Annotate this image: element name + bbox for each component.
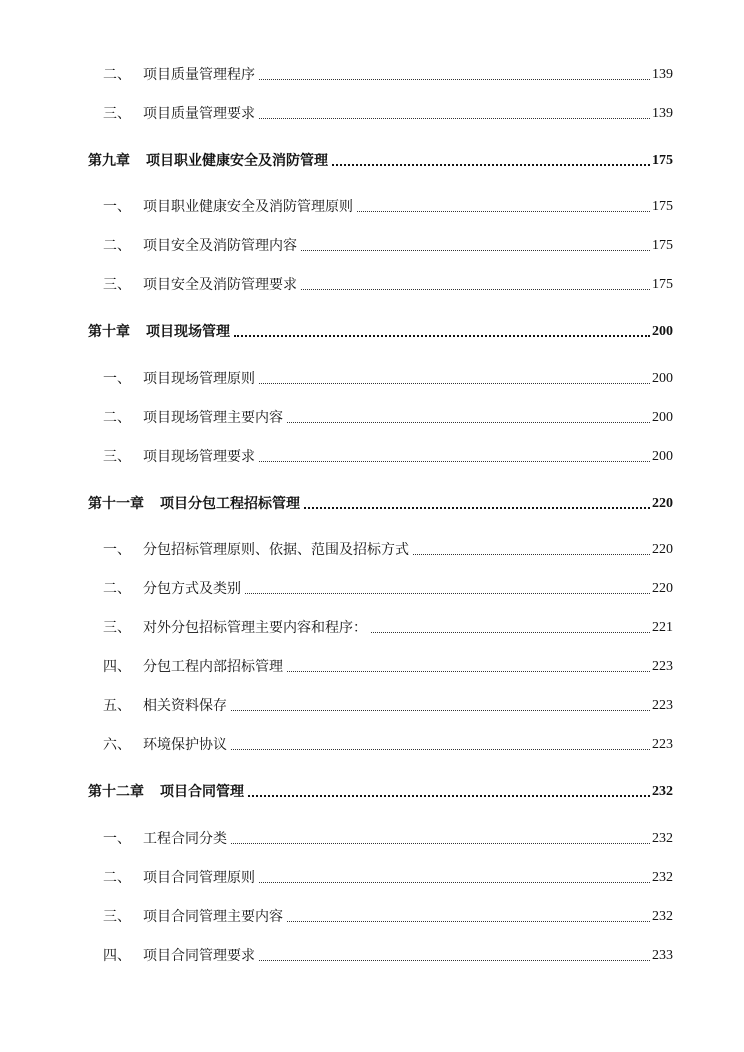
dot-leader: [371, 632, 650, 633]
toc-entry-number: 四、: [103, 948, 131, 964]
toc-entry-page: 232: [652, 909, 673, 924]
toc-entry-title: 项目现场管理要求: [143, 449, 255, 465]
toc-entry[interactable]: [103, 576, 673, 598]
toc-entry[interactable]: [103, 904, 673, 926]
dot-leader: [259, 882, 650, 883]
toc-entry-page: 223: [652, 659, 673, 674]
toc-entry-number: 四、: [103, 659, 131, 675]
toc-entry-title: 分包工程内部招标管理: [143, 659, 283, 675]
toc-entry-page: 200: [652, 410, 673, 425]
toc-entry-title: 项目安全及消防管理内容: [143, 238, 297, 254]
toc-entry-page: 200: [652, 371, 673, 386]
toc-entry-number: 三、: [103, 909, 131, 925]
toc-entry-title: 项目质量管理程序: [143, 67, 255, 83]
toc-entry-number: 三、: [103, 106, 131, 122]
toc-entry-title: 项目合同管理要求: [143, 948, 255, 964]
toc-entry-page: 200: [652, 449, 673, 464]
toc-entry-page: 175: [652, 238, 673, 253]
toc-entry-title: 分包招标管理原则、依据、范围及招标方式: [143, 542, 409, 558]
toc-entry[interactable]: [103, 943, 673, 965]
toc-entry-number: 二、: [103, 410, 131, 426]
toc-entry-page: 139: [652, 106, 673, 121]
toc-entry[interactable]: [103, 615, 673, 637]
toc-entry[interactable]: [103, 194, 673, 216]
toc-entry-number: 三、: [103, 277, 131, 293]
toc-entry-page: 220: [652, 542, 673, 557]
toc-entry-page: 175: [652, 277, 673, 292]
toc-entry-number: 二、: [103, 581, 131, 597]
toc-entry-number: 二、: [103, 870, 131, 886]
toc-entry[interactable]: [103, 62, 673, 84]
dot-leader: [234, 335, 650, 337]
toc-entry-page: 223: [652, 698, 673, 713]
toc-chapter-title: 项目合同管理: [160, 784, 244, 800]
toc-entry-page: 175: [652, 199, 673, 214]
toc-chapter-page: 175: [652, 153, 673, 168]
toc-chapter-number: 第十一章: [88, 496, 144, 512]
toc-chapter-page: 232: [652, 784, 673, 799]
toc-entry-number: 三、: [103, 620, 131, 636]
toc-entry[interactable]: [103, 366, 673, 388]
dot-leader: [332, 164, 650, 166]
toc-entry-title: 项目安全及消防管理要求: [143, 277, 297, 293]
toc-chapter-entry[interactable]: [88, 779, 673, 801]
toc-entry[interactable]: [103, 272, 673, 294]
dot-leader: [248, 795, 650, 797]
dot-leader: [259, 118, 650, 119]
toc-entry[interactable]: [103, 101, 673, 123]
toc-chapter-entry[interactable]: [88, 491, 673, 513]
toc-entry-page: 221: [652, 620, 673, 635]
dot-leader: [245, 593, 650, 594]
dot-leader: [231, 749, 650, 750]
toc-chapter-number: 第十章: [88, 324, 130, 340]
toc-entry-title: 项目合同管理主要内容: [143, 909, 283, 925]
dot-leader: [231, 843, 650, 844]
toc-entry-number: 一、: [103, 371, 131, 387]
dot-leader: [287, 671, 650, 672]
toc-entry[interactable]: [103, 405, 673, 427]
toc-entry-page: 232: [652, 831, 673, 846]
dot-leader: [231, 710, 650, 711]
toc-entry[interactable]: [103, 233, 673, 255]
toc-entry[interactable]: [103, 444, 673, 466]
dot-leader: [301, 250, 650, 251]
toc-entry[interactable]: [103, 693, 673, 715]
toc-chapter-title: 项目现场管理: [146, 324, 230, 340]
toc-entry-page: 139: [652, 67, 673, 82]
toc-entry-number: 三、: [103, 449, 131, 465]
toc-chapter-number: 第九章: [88, 153, 130, 169]
toc-chapter-number: 第十二章: [88, 784, 144, 800]
toc-chapter-entry[interactable]: [88, 319, 673, 341]
toc-entry-number: 二、: [103, 238, 131, 254]
toc-entry-page: 220: [652, 581, 673, 596]
toc-entry-title: 项目现场管理主要内容: [143, 410, 283, 426]
dot-leader: [413, 554, 650, 555]
toc-entry-number: 一、: [103, 542, 131, 558]
toc-entry-title: 工程合同分类: [143, 831, 227, 847]
toc-entry-page: 232: [652, 870, 673, 885]
toc-entry-title: 分包方式及类别: [143, 581, 241, 597]
toc-entry[interactable]: [103, 865, 673, 887]
toc-entry-number: 一、: [103, 199, 131, 215]
toc-entry-number: 六、: [103, 737, 131, 753]
toc-chapter-page: 200: [652, 324, 673, 339]
toc-entry-title: 相关资料保存: [143, 698, 227, 714]
dot-leader: [357, 211, 650, 212]
toc-chapter-title: 项目职业健康安全及消防管理: [146, 153, 328, 169]
toc-entry-title: 对外分包招标管理主要内容和程序：: [143, 620, 367, 636]
toc-entry-title: 项目合同管理原则: [143, 870, 255, 886]
dot-leader: [259, 383, 650, 384]
dot-leader: [259, 79, 650, 80]
toc-entry-title: 项目职业健康安全及消防管理原则: [143, 199, 353, 215]
toc-entry-number: 二、: [103, 67, 131, 83]
toc-chapter-page: 220: [652, 496, 673, 511]
toc-chapter-title: 项目分包工程招标管理: [160, 496, 300, 512]
toc-entry-number: 一、: [103, 831, 131, 847]
toc-chapter-entry[interactable]: [88, 148, 673, 170]
toc-entry-title: 项目质量管理要求: [143, 106, 255, 122]
dot-leader: [259, 461, 650, 462]
toc-entry-title: 环境保护协议: [143, 737, 227, 753]
dot-leader: [287, 422, 650, 423]
dot-leader: [301, 289, 650, 290]
dot-leader: [304, 507, 650, 509]
toc-entry-page: 223: [652, 737, 673, 752]
toc-entry[interactable]: [103, 654, 673, 676]
toc-entry[interactable]: [103, 537, 673, 559]
toc-entry-page: 233: [652, 948, 673, 963]
dot-leader: [287, 921, 650, 922]
dot-leader: [259, 960, 650, 961]
toc-entry[interactable]: [103, 826, 673, 848]
toc-entry[interactable]: [103, 732, 673, 754]
toc-entry-title: 项目现场管理原则: [143, 371, 255, 387]
toc-entry-number: 五、: [103, 698, 131, 714]
